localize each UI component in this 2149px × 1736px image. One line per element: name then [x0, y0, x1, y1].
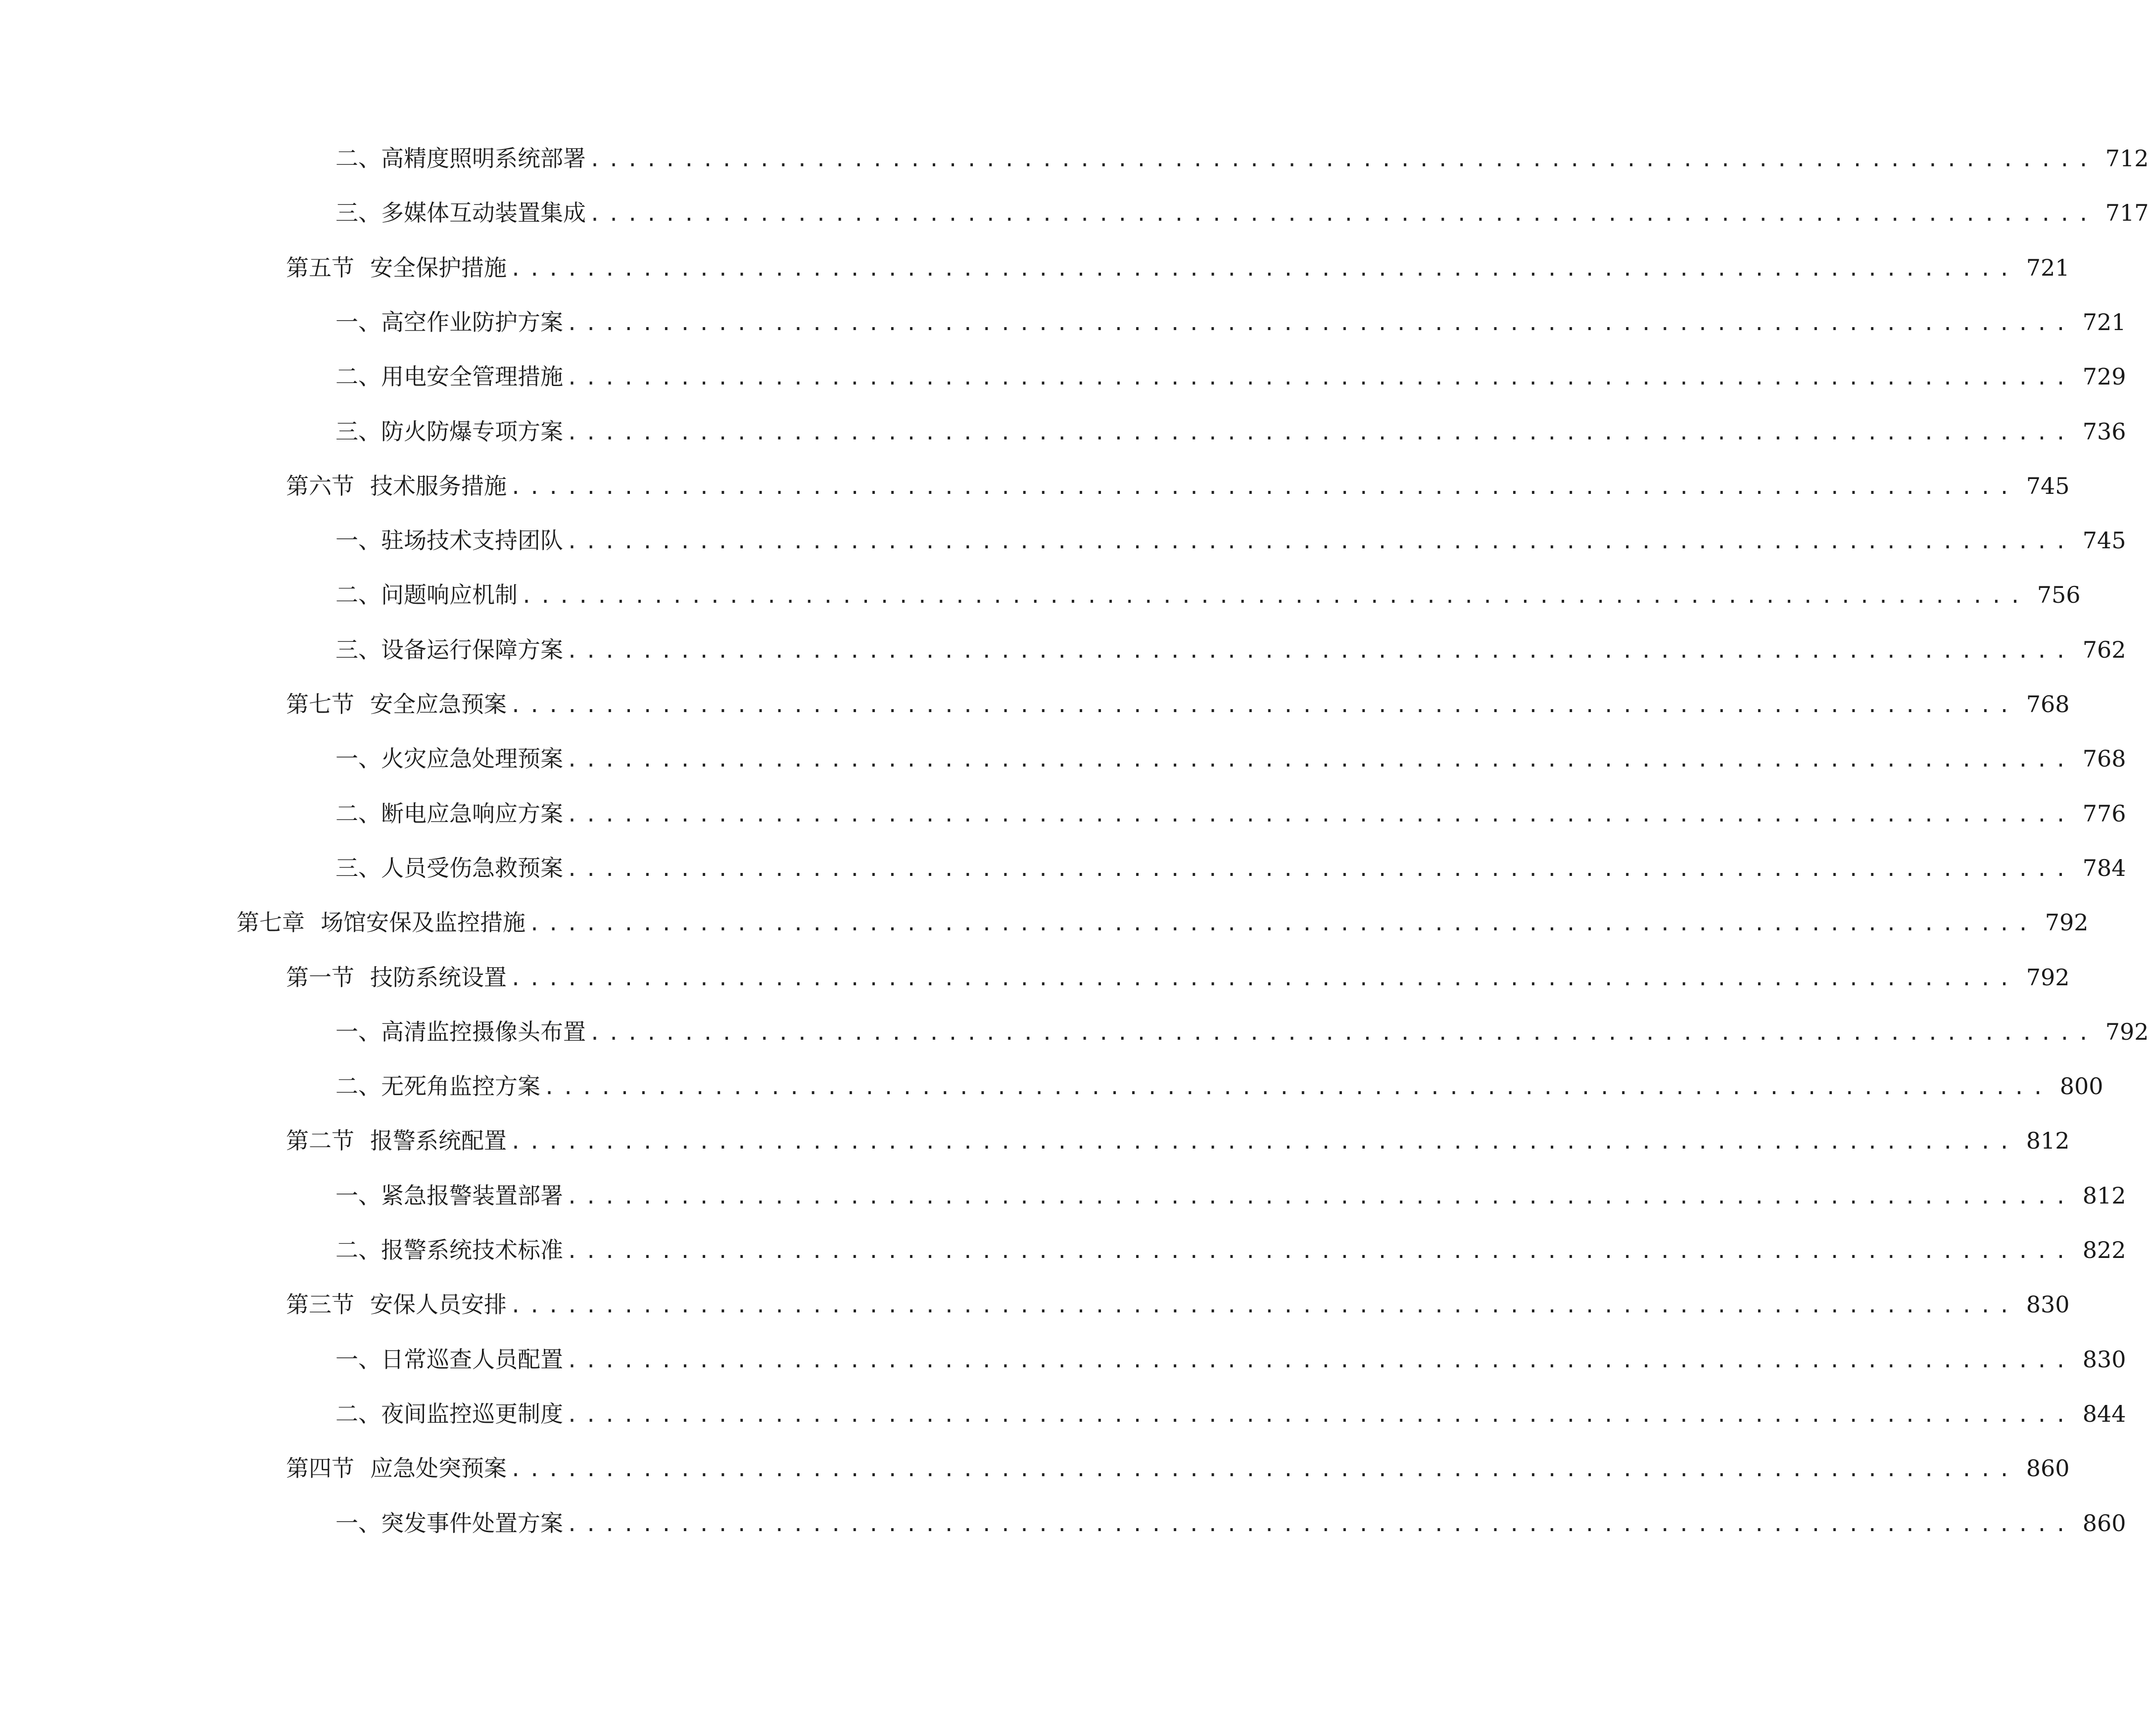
toc-page-number: 717 — [2105, 199, 2149, 226]
toc-dot-leader: ................................................................................ — [543, 1076, 2051, 1099]
toc-entry-number: 第一节 — [286, 964, 354, 991]
toc-page-number: 768 — [2026, 691, 2070, 718]
toc-dot-leader: ................................................................................ — [566, 1350, 2074, 1372]
toc-page-number: 812 — [2082, 1182, 2126, 1209]
toc-entry-title: 应急处突预案 — [370, 1455, 507, 1482]
toc-entry-title: 高清监控摄像头布置 — [381, 1018, 586, 1045]
toc-page-number: 768 — [2082, 745, 2126, 772]
toc-entry[interactable] — [286, 687, 2070, 722]
toc-page-number: 830 — [2026, 1291, 2070, 1318]
toc-entry-number: 第七节 — [286, 691, 354, 718]
toc-entry-number: 第六节 — [286, 473, 354, 499]
toc-entry[interactable] — [335, 414, 2126, 449]
toc-entry-title: 防火防爆专项方案 — [381, 418, 563, 445]
toc-entry-number: 第二节 — [286, 1127, 354, 1154]
toc-dot-leader: ................................................................................ — [510, 1458, 2017, 1481]
toc-dot-leader: ................................................................................ — [566, 858, 2074, 881]
toc-page-number: 844 — [2082, 1400, 2126, 1427]
toc-entry-title: 高空作业防护方案 — [381, 309, 563, 336]
toc-dot-leader: ................................................................................ — [510, 1295, 2017, 1317]
toc-entry-number: 一、 — [335, 527, 381, 554]
toc-entry-number: 二、 — [335, 1073, 381, 1100]
toc-entry[interactable] — [335, 305, 2126, 339]
toc-entry-title: 问题响应机制 — [381, 581, 518, 608]
toc-page-number: 729 — [2082, 363, 2126, 390]
toc-dot-leader: ................................................................................ — [566, 640, 2074, 663]
toc-page-number: 721 — [2026, 254, 2070, 281]
toc-page-number: 822 — [2082, 1237, 2126, 1263]
toc-entry[interactable] — [335, 632, 2126, 667]
toc-entry-title: 安全保护措施 — [370, 254, 507, 281]
toc-dot-leader: ................................................................................ — [510, 258, 2017, 281]
toc-page-number: 860 — [2082, 1510, 2126, 1537]
toc-entry-number: 三、 — [335, 636, 381, 663]
toc-entry[interactable] — [237, 905, 2089, 940]
toc-entry[interactable] — [335, 1342, 2126, 1377]
toc-dot-leader: ................................................................................ — [566, 422, 2074, 444]
toc-entry-title: 驻场技术支持团队 — [381, 527, 563, 554]
toc-page-number: 762 — [2082, 636, 2126, 663]
toc-entry-number: 二、 — [335, 1237, 381, 1263]
toc-entry-number: 第三节 — [286, 1291, 354, 1318]
toc-entry-number: 二、 — [335, 145, 381, 172]
toc-page-number: 784 — [2082, 855, 2126, 881]
toc-entry-title: 场馆安保及监控措施 — [321, 909, 525, 936]
toc-entry-number: 二、 — [335, 1400, 381, 1427]
toc-entry-number: 三、 — [335, 855, 381, 881]
toc-entry-number: 一、 — [335, 1182, 381, 1209]
toc-entry[interactable] — [335, 141, 2149, 176]
toc-entry-number: 第七章 — [237, 909, 305, 936]
toc-dot-leader: ................................................................................ — [566, 1240, 2074, 1263]
toc-dot-leader: ................................................................................ — [510, 694, 2017, 717]
toc-entry-title: 夜间监控巡更制度 — [381, 1400, 563, 1427]
toc-dot-leader: ................................................................................ — [566, 1513, 2074, 1536]
toc-entry[interactable] — [286, 469, 2070, 503]
toc-entry[interactable] — [335, 195, 2149, 230]
toc-entry[interactable] — [286, 960, 2070, 995]
toc-entry-title: 火灾应急处理预案 — [381, 745, 563, 772]
toc-dot-leader: ................................................................................ — [566, 749, 2074, 772]
toc-entry[interactable] — [335, 851, 2126, 885]
toc-entry-number: 一、 — [335, 309, 381, 336]
toc-entry[interactable] — [335, 1506, 2126, 1541]
toc-page-number: 792 — [2045, 909, 2089, 936]
toc-page-number: 776 — [2082, 800, 2126, 827]
toc-entry-number: 第五节 — [286, 254, 354, 281]
toc-page-number: 812 — [2026, 1127, 2070, 1154]
toc-dot-leader: ................................................................................ — [510, 1131, 2017, 1154]
toc-entry[interactable] — [335, 1069, 2103, 1104]
toc-entry[interactable] — [335, 796, 2126, 831]
toc-entry-title: 日常巡查人员配置 — [381, 1346, 563, 1373]
toc-entry-title: 突发事件处置方案 — [381, 1510, 563, 1537]
toc-entry[interactable] — [286, 1287, 2070, 1322]
toc-entry[interactable] — [335, 1178, 2126, 1213]
toc-entry-title: 无死角监控方案 — [381, 1073, 540, 1100]
toc-entry-title: 多媒体互动装置集成 — [381, 199, 586, 226]
toc-page-number: 745 — [2026, 473, 2070, 499]
toc-page-number: 721 — [2082, 309, 2126, 336]
toc-entry-title: 断电应急响应方案 — [381, 800, 563, 827]
toc-page-number: 800 — [2059, 1073, 2103, 1100]
toc-entry-title: 技防系统设置 — [370, 964, 507, 991]
toc-entry-number: 二、 — [335, 363, 381, 390]
toc-page-number: 792 — [2026, 964, 2070, 991]
toc-entry-number: 第四节 — [286, 1455, 354, 1482]
toc-entry[interactable] — [335, 1397, 2126, 1431]
toc-dot-leader: ................................................................................ — [566, 530, 2074, 553]
toc-page-number: 736 — [2082, 418, 2126, 445]
toc-entry[interactable] — [286, 250, 2070, 285]
toc-dot-leader: ................................................................................ — [566, 312, 2074, 335]
toc-dot-leader: ................................................................................ — [528, 913, 2036, 935]
toc-entry-number: 一、 — [335, 745, 381, 772]
toc-page-number: 860 — [2026, 1455, 2070, 1482]
toc-entry[interactable] — [335, 578, 2081, 612]
toc-entry[interactable] — [286, 1451, 2070, 1486]
toc-entry[interactable] — [335, 359, 2126, 394]
toc-entry[interactable] — [335, 523, 2126, 558]
toc-page-number: 712 — [2105, 145, 2149, 172]
toc-entry-number: 三、 — [335, 199, 381, 226]
toc-entry-number: 一、 — [335, 1346, 381, 1373]
toc-dot-leader: ................................................................................ — [589, 1022, 2097, 1045]
toc-entry[interactable] — [335, 1233, 2126, 1267]
toc-entry-number: 三、 — [335, 418, 381, 445]
toc-entry-number: 一、 — [335, 1018, 381, 1045]
toc-dot-leader: ................................................................................ — [521, 585, 2028, 608]
toc-entry-title: 用电安全管理措施 — [381, 363, 563, 390]
toc-entry-number: 二、 — [335, 800, 381, 827]
toc-page-number: 745 — [2082, 527, 2126, 554]
toc-entry-title: 报警系统技术标准 — [381, 1237, 563, 1263]
toc-entry-title: 高精度照明系统部署 — [381, 145, 586, 172]
toc-entry-title: 设备运行保障方案 — [381, 636, 563, 663]
toc-entry-title: 技术服务措施 — [370, 473, 507, 499]
toc-entry-title: 紧急报警装置部署 — [381, 1182, 563, 1209]
toc-entry[interactable] — [335, 741, 2126, 776]
toc-dot-leader: ................................................................................ — [566, 1186, 2074, 1208]
toc-entry-title: 人员受伤急救预案 — [381, 855, 563, 881]
toc-entry[interactable] — [286, 1123, 2070, 1158]
toc-entry[interactable] — [335, 1014, 2149, 1049]
toc-entry-number: 一、 — [335, 1510, 381, 1537]
toc-dot-leader: ................................................................................ — [566, 804, 2074, 826]
toc-dot-leader: ................................................................................ — [589, 148, 2097, 171]
toc-dot-leader: ................................................................................ — [566, 367, 2074, 389]
toc-dot-leader: ................................................................................ — [566, 1404, 2074, 1427]
toc-dot-leader: ................................................................................ — [510, 967, 2017, 990]
toc-entry-title: 安全应急预案 — [370, 691, 507, 718]
toc-dot-leader: ................................................................................ — [589, 203, 2097, 226]
toc-page-number: 756 — [2037, 581, 2081, 608]
toc-entry-title: 安保人员安排 — [370, 1291, 507, 1318]
toc-page-number: 792 — [2105, 1018, 2149, 1045]
toc-page-number: 830 — [2082, 1346, 2126, 1373]
toc-entry-number: 二、 — [335, 581, 381, 608]
toc-entry-title: 报警系统配置 — [370, 1127, 507, 1154]
toc-dot-leader: ................................................................................ — [510, 476, 2017, 499]
